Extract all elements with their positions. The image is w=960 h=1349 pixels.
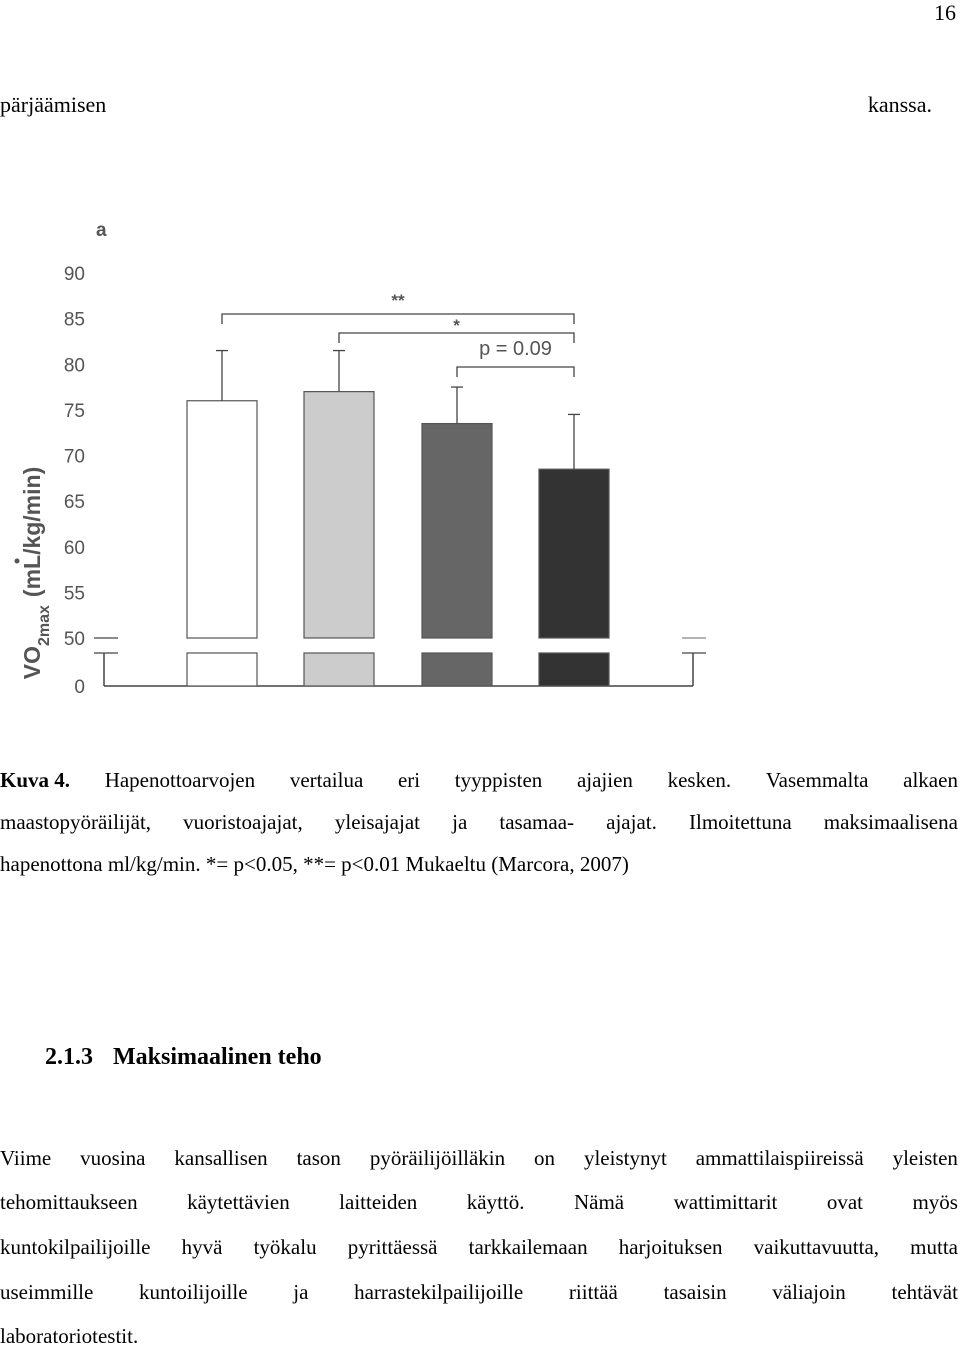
paragraph-line bbox=[0, 1324, 958, 1348]
y-tick-label: 0 bbox=[74, 677, 85, 698]
y-tick-label: 60 bbox=[63, 537, 85, 559]
vo2max-bar-chart bbox=[0, 205, 740, 705]
word: pyrittäessä bbox=[347, 1235, 438, 1259]
caption-label: Kuva 4. bbox=[0, 768, 71, 792]
word: ja bbox=[452, 810, 468, 834]
word: wattimittarit bbox=[673, 1190, 778, 1214]
word: kesken. bbox=[667, 768, 732, 792]
word: kansallisen bbox=[174, 1146, 268, 1170]
y-tick-label: 90 bbox=[63, 264, 85, 285]
bar-stub-3 bbox=[422, 653, 492, 686]
word: ajajat. bbox=[606, 810, 657, 834]
word: kuntokilpailijoille bbox=[0, 1235, 151, 1259]
word: käytettävien bbox=[187, 1190, 290, 1214]
word: Viime bbox=[0, 1146, 52, 1170]
word: tehomittaukseen bbox=[0, 1190, 138, 1214]
word: Vasemmalta bbox=[765, 768, 869, 792]
word: vuoristoajajat, bbox=[183, 810, 303, 834]
paragraph-line bbox=[0, 1190, 958, 1214]
word: ajajien bbox=[576, 768, 633, 792]
bar-4 bbox=[539, 469, 609, 638]
section-number: 2.1.3 bbox=[45, 1044, 93, 1070]
significance-label-3: p = 0.09 bbox=[479, 338, 552, 360]
word: on bbox=[534, 1146, 556, 1170]
word: vertailua bbox=[289, 768, 364, 792]
word: ja bbox=[293, 1280, 309, 1304]
significance-bracket-1 bbox=[222, 314, 574, 324]
word: maksimaalisena bbox=[823, 810, 958, 834]
paragraph-line bbox=[0, 1280, 958, 1304]
word: tasamaa- bbox=[499, 810, 575, 834]
y-tick-label: 85 bbox=[63, 309, 85, 331]
y-tick-label: 80 bbox=[63, 355, 85, 377]
word: harrastekilpailijoille bbox=[354, 1280, 524, 1304]
word: käyttö. bbox=[466, 1190, 525, 1214]
significance-label-2: * bbox=[453, 316, 460, 335]
significance-label-1: ** bbox=[391, 291, 405, 310]
paragraph-line bbox=[0, 1235, 958, 1259]
y-axis-label bbox=[19, 467, 53, 680]
word: harjoituksen bbox=[618, 1235, 723, 1259]
word: eri bbox=[397, 768, 421, 792]
word: kuntoilijoille bbox=[139, 1280, 248, 1304]
word: yleistynyt bbox=[583, 1146, 667, 1170]
bar-1 bbox=[187, 401, 257, 638]
y-axis-label-dot bbox=[15, 559, 20, 564]
y-axis-label-main: VO bbox=[19, 646, 45, 680]
significance-bracket-3 bbox=[457, 367, 574, 377]
word: ovat bbox=[826, 1190, 863, 1214]
word: riittää bbox=[568, 1280, 618, 1304]
word: tason bbox=[296, 1146, 341, 1170]
section-title: Maksimaalinen teho bbox=[113, 1044, 322, 1070]
caption-line bbox=[0, 852, 958, 876]
section-heading bbox=[45, 1044, 322, 1071]
carryover-word: pärjäämisen bbox=[0, 92, 107, 117]
word: alkaen bbox=[903, 768, 958, 792]
caption-line bbox=[0, 810, 958, 834]
word: myös bbox=[912, 1190, 958, 1214]
y-tick-label: 50 bbox=[63, 629, 85, 650]
word: ammattilaispiireissä bbox=[695, 1146, 864, 1170]
word: Nämä bbox=[573, 1190, 625, 1214]
word: tasaisin bbox=[663, 1280, 727, 1304]
word: väliajoin bbox=[772, 1280, 846, 1304]
word: hyvä bbox=[181, 1235, 223, 1259]
bar-stub-1 bbox=[187, 653, 257, 686]
word: yleisajajat bbox=[334, 810, 420, 834]
bar-2 bbox=[304, 392, 374, 638]
y-axis-label-sub: 2max bbox=[35, 605, 53, 647]
word: useimmille bbox=[0, 1280, 94, 1304]
y-tick-label: 55 bbox=[63, 583, 85, 605]
word: vuosina bbox=[80, 1146, 146, 1170]
word: Ilmoitettuna bbox=[689, 810, 792, 834]
carryover-word: kanssa. bbox=[867, 92, 932, 117]
paragraph-text: laboratoriotestit. bbox=[0, 1324, 139, 1348]
bar-stub-4 bbox=[539, 653, 609, 686]
y-tick-label: 75 bbox=[63, 400, 85, 422]
caption-text: hapenottona ml/kg/min. *= p<0.05, **= p<0.01 Mukaeltu (Marcora, 2007) bbox=[0, 852, 629, 876]
word: yleisten bbox=[892, 1146, 958, 1170]
page-number: 16 bbox=[934, 0, 956, 25]
paragraph-line bbox=[0, 1146, 958, 1170]
word: Hapenottoarvojen bbox=[104, 768, 256, 792]
carryover-line bbox=[0, 92, 932, 118]
word: maastopyöräilijät, bbox=[0, 810, 152, 834]
word: tehtävät bbox=[891, 1280, 958, 1304]
caption-line bbox=[0, 768, 958, 792]
bar-stub-2 bbox=[304, 653, 374, 686]
word: tyyppisten bbox=[454, 768, 543, 792]
y-tick-label: 65 bbox=[63, 492, 85, 514]
y-axis-label-unit: (mL/kg/min) bbox=[19, 466, 45, 598]
word: pyöräilijöilläkin bbox=[369, 1146, 506, 1170]
word: mutta bbox=[910, 1235, 958, 1259]
bar-3 bbox=[422, 424, 492, 638]
y-tick-label: 70 bbox=[63, 446, 85, 468]
panel-label: a bbox=[96, 220, 107, 241]
word: vaikuttavuutta, bbox=[753, 1235, 880, 1259]
word: työkalu bbox=[253, 1235, 317, 1259]
word: laitteiden bbox=[339, 1190, 418, 1214]
word: tarkkailemaan bbox=[468, 1235, 588, 1259]
